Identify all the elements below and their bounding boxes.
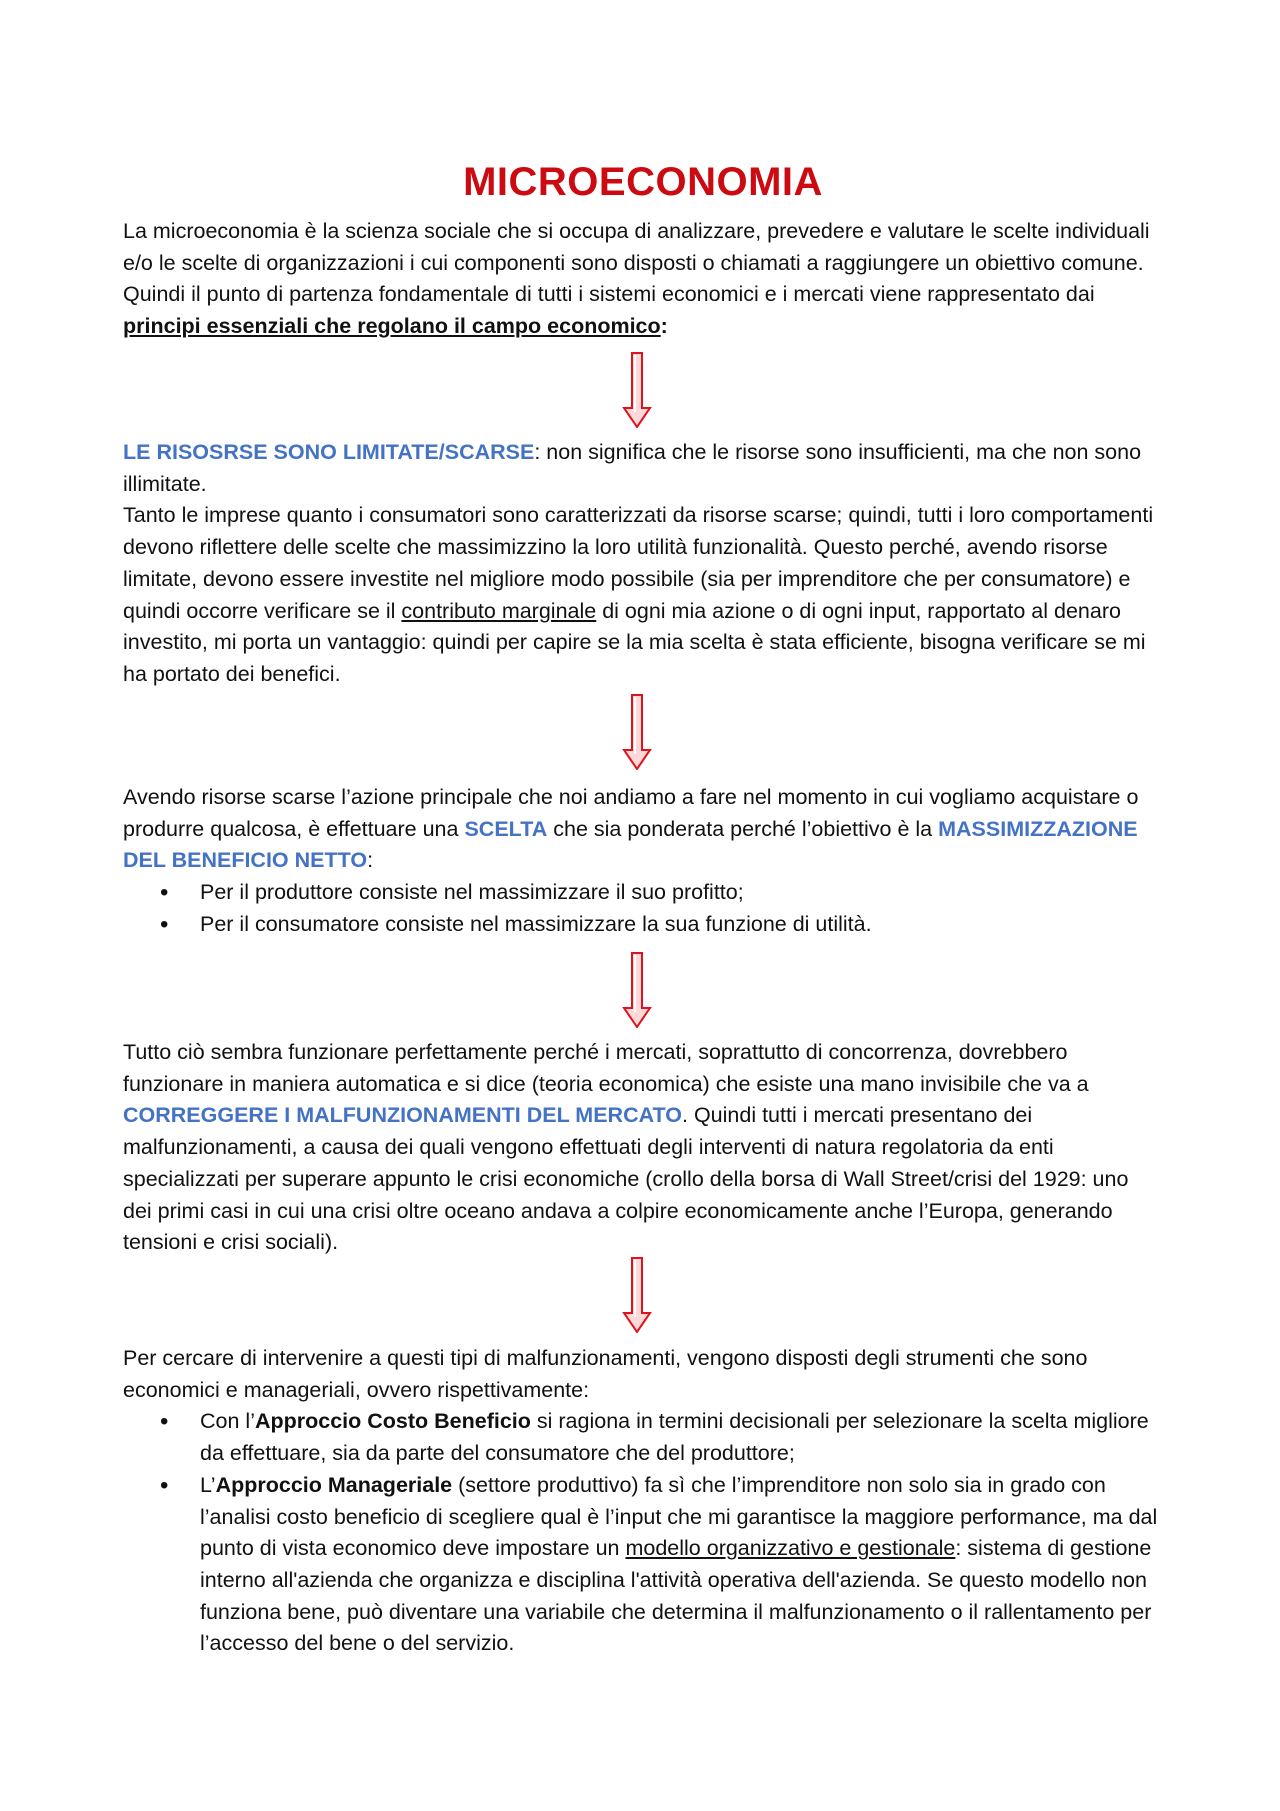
- limited-resources-keyword: LE RISOSRSE SONO LIMITATE/SCARSE: [123, 440, 535, 464]
- intro-emphasis: principi essenziali che regolano il campo economico: [123, 314, 661, 339]
- page-title: MICROECONOMIA: [463, 160, 823, 204]
- organizational-model-term: modello organizzativo e gestionale: [625, 1536, 956, 1561]
- limited-resources-lead: : non significa che le risorse sono insufficienti, ma che non sono illimitate.: [123, 440, 1142, 496]
- choice-text-start: Avendo risorse scarse l’azione principale che noi andiamo a fare nel momento in cui vogliamo acquistare o produrre qualcosa, è effettuare una: [123, 785, 1139, 841]
- list-item: • Per il consumatore consiste nel massimizzare la sua funzione di utilità.: [123, 909, 1163, 941]
- intro-text: La microeconomia è la scienza sociale che si occupa di analizzare, prevedere e valutare le scelte individuali e/o le scelte di organizzazioni i cui componenti sono disposti o chiamati a raggiungere un obiettivo comune. Quindi il punto di partenza fondamentale di tutti i sistemi economici e i mercati viene rappresentato dai: [123, 219, 1150, 307]
- section-choice: [123, 782, 1163, 941]
- tools-paragraph: Per cercare di intervenire a questi tipi di malfunzionamenti, vengono disposti degli strumenti che sono economici e manageriali, ovvero rispettivamente:: [123, 1346, 1088, 1402]
- marginal-contribution-term: contributo marginale: [401, 598, 597, 623]
- managerial-approach-term: Approccio Manageriale: [215, 1472, 453, 1497]
- net-benefit-keyword: MASSIMIZZAZIONE DEL BENEFICIO NETTO: [123, 816, 1138, 873]
- down-arrow-icon: [622, 694, 652, 770]
- down-arrow-icon: [622, 1257, 652, 1333]
- choice-paragraph: [123, 782, 1163, 877]
- section-limited-resources: [123, 437, 1163, 691]
- down-arrow-icon: [622, 952, 652, 1028]
- list-item: • Per il produttore consiste nel massimizzare il suo profitto;: [123, 877, 1163, 909]
- bullet2-pre: L’: [200, 1472, 216, 1497]
- market-failures-paragraph: [123, 1037, 1163, 1259]
- market-failures-text-end: . Quindi tutti i mercati presentano dei malfunzionamenti, a causa dei quali vengono effettuati degli interventi di natura regolatoria da enti specializzati per superare appunto le crisi economiche (crollo della borsa di Wall Street/crisi del 1929: uno dei primi casi in cui una crisi oltre oceano andava a colpire economicamente anche l’Europa, generando tensioni e crisi sociali).: [123, 1103, 1129, 1255]
- market-failures-keyword: CORREGGERE I MALFUNZIONAMENTI DEL MERCATO: [123, 1103, 682, 1128]
- limited-resources-body-start: Tanto le imprese quanto i consumatori sono caratterizzati da risorse scarse; quindi, tutti i loro comportamenti devono riflettere delle scelte che massimizzino la loro utilità funzionalità. Questo perché, avendo risorse limitate, devono essere investite nel migliore modo possibile (sia per imprenditore che per consumatore) e quindi occorre verificare se il: [123, 503, 1154, 623]
- choice-keyword: SCELTA: [464, 816, 548, 841]
- list-item: [123, 1406, 1163, 1469]
- bullet2-post: : sistema di gestione interno all'azienda che organizza e disciplina l'attività operativa dell'azienda. Se questo modello non funziona bene, può diventare una variabile che determina il malfunzionamento o il rallentamento per l’accesso del bene o del servizio.: [200, 1536, 1152, 1656]
- choice-bullet-list: [123, 877, 1163, 940]
- choice-text-end: :: [367, 848, 374, 873]
- tools-bullet-list: [123, 1406, 1163, 1660]
- limited-resources-body-end: di ogni mia azione o di ogni input, rapportato al denaro investito, mi porta un vantaggio: quindi per capire se la mia scelta è stata efficiente, bisogna verificare se mi ha portato dei benefici.: [123, 598, 1146, 686]
- bullet1-pre: Con l’: [200, 1409, 255, 1434]
- bullet1-post: si ragiona in termini decisionali per selezionare la scelta migliore da effettuare, sia da parte del consumatore che del produttore;: [200, 1409, 1149, 1466]
- list-item: [123, 1470, 1163, 1660]
- limited-resources-paragraph: [123, 437, 1163, 500]
- section-tools: [123, 1343, 1163, 1660]
- intro-end: :: [660, 314, 668, 339]
- market-failures-text-start: Tutto ciò sembra funzionare perfettamente perché i mercati, soprattutto di concorrenza, dovrebbero funzionare in maniera automatica e si dice (teoria economica) che esiste una mano invisibile che va a: [123, 1040, 1089, 1096]
- intro-paragraph: [123, 216, 1163, 343]
- bullet2-mid: (settore produttivo) fa sì che l’imprenditore non solo sia in grado con l’analisi costo beneficio di scegliere qual è l’input che mi garantisce la maggiore performance, ma dal punto di vista economico deve impostare un: [200, 1472, 1158, 1561]
- limited-resources-body: [123, 500, 1163, 690]
- choice-text-mid: che sia ponderata perché l’obiettivo è la: [547, 816, 939, 841]
- down-arrow-icon: [622, 352, 652, 428]
- cost-benefit-approach-term: Approccio Costo Beneficio: [254, 1409, 531, 1434]
